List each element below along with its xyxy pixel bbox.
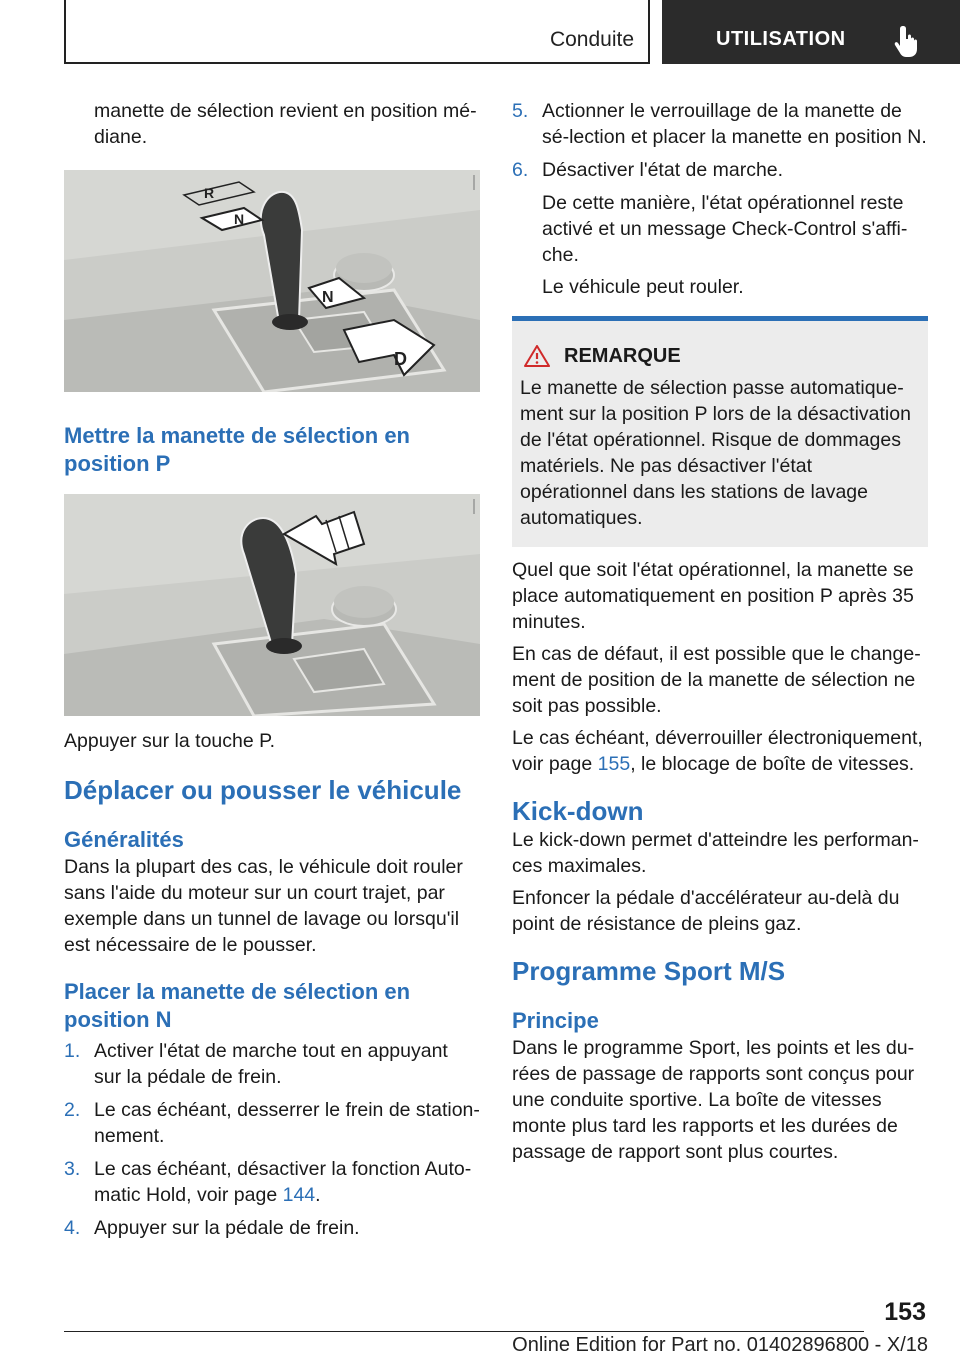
unlock-text-end: , le blocage de boîte de vitesses. xyxy=(630,753,915,775)
fault-text: En cas de défaut, il est possible que le change-ment de position de la manette de sélection ne soit pas possible. xyxy=(512,643,921,717)
heading-move-vehicle: Déplacer ou pousser le véhicule xyxy=(64,775,462,805)
heading-general: Généralités xyxy=(64,827,184,852)
general-text: Dans la plupart des cas, le véhicule doit rouler sans l'aide du moteur sur un court trajet, par exemple dans un tunnel de lavage ou lorsqu'il est nécessaire de le pousser. xyxy=(64,856,463,956)
left-column xyxy=(64,98,480,1248)
shifter-label-r: R xyxy=(204,185,215,201)
list-item xyxy=(64,1156,480,1208)
step-number: 2. xyxy=(64,1099,81,1121)
warning-triangle-icon xyxy=(524,345,550,367)
step6-detail: De cette manière, l'état opérationnel reste activé et un message Check-Control s'affi-che. xyxy=(542,192,908,266)
kick-text-1: Le kick-down permet d'atteindre les performan-ces maximales. xyxy=(512,829,919,877)
right-column xyxy=(512,98,928,1171)
steps-list-right xyxy=(512,98,928,183)
header-chapter-tab[interactable] xyxy=(662,0,960,64)
step-text: Le cas échéant, désactiver la fonction Auto-matic Hold, voir page xyxy=(94,1158,472,1206)
list-item xyxy=(512,98,928,150)
header-bottom-rule xyxy=(64,62,650,64)
list-item xyxy=(64,1097,480,1149)
page-link-155[interactable]: 155 xyxy=(597,753,631,775)
shifter-n-position-illustration xyxy=(64,170,480,392)
shifter-label-n-top: N xyxy=(234,211,245,227)
list-item xyxy=(64,1038,480,1090)
heading-principe: Principe xyxy=(512,1008,599,1033)
hand-pointer-icon xyxy=(894,24,924,58)
header-separator xyxy=(648,0,650,64)
step-text: Désactiver l'état de marche. xyxy=(542,159,784,181)
unlock-text-start: Le cas échéant, déverrouiller électroniquement, voir page xyxy=(512,727,923,775)
step-number: 3. xyxy=(64,1158,81,1180)
chapter-tab-label: UTILISATION xyxy=(716,28,846,50)
page-link-144[interactable]: 144 xyxy=(282,1184,316,1206)
heading-position-p: Mettre la manette de sélection en position P xyxy=(64,423,410,476)
list-item xyxy=(64,1215,480,1241)
step-number: 1. xyxy=(64,1040,81,1062)
shifter-label-n-bottom: N xyxy=(322,289,334,306)
step-number: 5. xyxy=(512,100,529,122)
heading-position-n: Placer la manette de sélection en position N xyxy=(64,979,411,1032)
step-number: 4. xyxy=(64,1217,81,1239)
step-text: Le cas échéant, desserrer le frein de station-nement. xyxy=(94,1099,480,1147)
intro-text: manette de sélection revient en position mé-diane. xyxy=(94,100,477,148)
step-text: Activer l'état de marche tout en appuyant sur la pédale de frein. xyxy=(94,1040,448,1088)
page-number: 153 xyxy=(884,1298,926,1326)
auto-park-text: Quel que soit l'état opérationnel, la manette se place automatiquement en position P après 35 minutes. xyxy=(512,559,914,633)
list-item xyxy=(512,157,928,183)
step-text: Actionner le verrouillage de la manette de sé-lection et placer la manette en position N. xyxy=(542,100,927,148)
notice-header xyxy=(520,343,920,369)
header-section-title: Conduite xyxy=(549,28,634,51)
notice-text: Le manette de sélection passe automatique-ment sur la position P lors de la désactivation de l'état opérationnel. Risque de dommages matériels. Ne pas désactiver l'état opérationnel dans les stations de lavage automatiques. xyxy=(520,377,911,529)
step6-result: Le véhicule peut rouler. xyxy=(542,276,744,298)
step-text-end: . xyxy=(315,1184,321,1206)
footer-edition: Online Edition for Part no. 01402896800 - X/18 xyxy=(512,1334,928,1356)
p-instruction: Appuyer sur la touche P. xyxy=(64,730,276,752)
step-text: Appuyer sur la pédale de frein. xyxy=(94,1217,360,1239)
steps-list-left xyxy=(64,1038,480,1241)
shifter-p-button-illustration xyxy=(64,494,480,716)
heading-kick-down: Kick-down xyxy=(512,796,644,826)
heading-sport-program: Programme Sport M/S xyxy=(512,956,786,986)
footer-rule xyxy=(64,1331,864,1332)
kick-text-2: Enfoncer la pédale d'accélérateur au-delà du point de résistance de pleins gaz. xyxy=(512,887,900,935)
notice-box xyxy=(512,316,928,547)
step-number: 6. xyxy=(512,159,529,181)
notice-title: REMARQUE xyxy=(564,345,681,367)
unlock-text xyxy=(512,725,928,777)
shifter-label-d: D xyxy=(394,349,407,369)
principe-text: Dans le programme Sport, les points et les du-rées de passage de rapports sont conçus pour une conduite sportive. La boîte de vitesses monte plus tard les rapports et les durées de passage de rapport sont plus courtes. xyxy=(512,1037,915,1163)
